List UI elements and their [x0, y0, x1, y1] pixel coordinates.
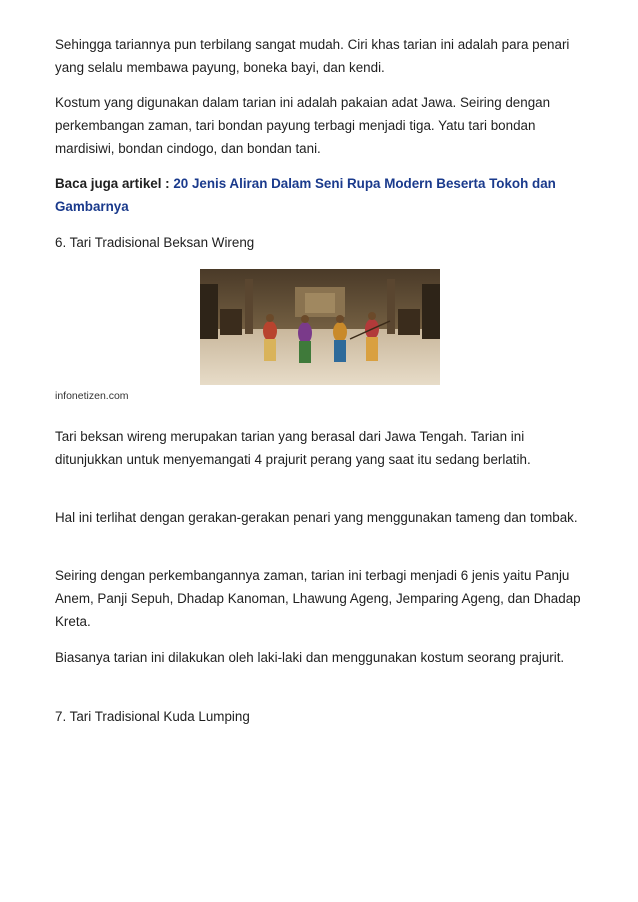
paragraph-beksan-wireng-types: Seiring dengan perkembangannya zaman, tarian ini terbagi menjadi 6 jenis yaitu Panju Anem, Panji Sepuh, Dhadap Kanoman, Lhawung Ageng, Jemparing Ageng, dan Dhadap Kreta. [55, 568, 581, 629]
read-more-prefix: Baca juga artikel : [55, 176, 174, 191]
beksan-wireng-dance-photo [200, 269, 440, 385]
section-heading-7: 7. Tari Tradisional Kuda Lumping [55, 709, 250, 724]
paragraph-beksan-wireng-origin: Tari beksan wireng merupakan tarian yang berasal dari Jawa Tengah. Tarian ini ditunjukkan untuk menyemangati 4 prajurit perang yang saat itu sedang berlatih. [55, 429, 531, 467]
paragraph-beksan-wireng-movement: Hal ini terlihat dengan gerakan-gerakan penari yang menggunakan tameng dan tombak. [55, 510, 578, 525]
section-heading-6: 6. Tari Tradisional Beksan Wireng [55, 235, 255, 250]
paragraph-bondan-payung-traits: Sehingga tariannya pun terbilang sangat mudah. Ciri khas tarian ini adalah para penari yang selalu membawa payung, boneka bayi, dan kendi. [55, 37, 570, 75]
paragraph-beksan-wireng-performers: Biasanya tarian ini dilakukan oleh laki-laki dan menggunakan kostum seorang prajurit. [55, 650, 565, 665]
read-more-paragraph [55, 172, 595, 218]
image-caption: infonetizen.com [55, 390, 129, 402]
paragraph-bondan-payung-costume: Kostum yang digunakan dalam tarian ini adalah pakaian adat Jawa. Seiring dengan perkembangan zaman, tari bondan payung terbagi menjadi tiga. Yatu tari bondan mardisiwi, bondan cindogo, dan bondan tani. [55, 95, 551, 156]
read-more-link[interactable]: 20 Jenis Aliran Dalam Seni Rupa Modern Beserta Tokoh dan Gambarnya [55, 176, 556, 214]
